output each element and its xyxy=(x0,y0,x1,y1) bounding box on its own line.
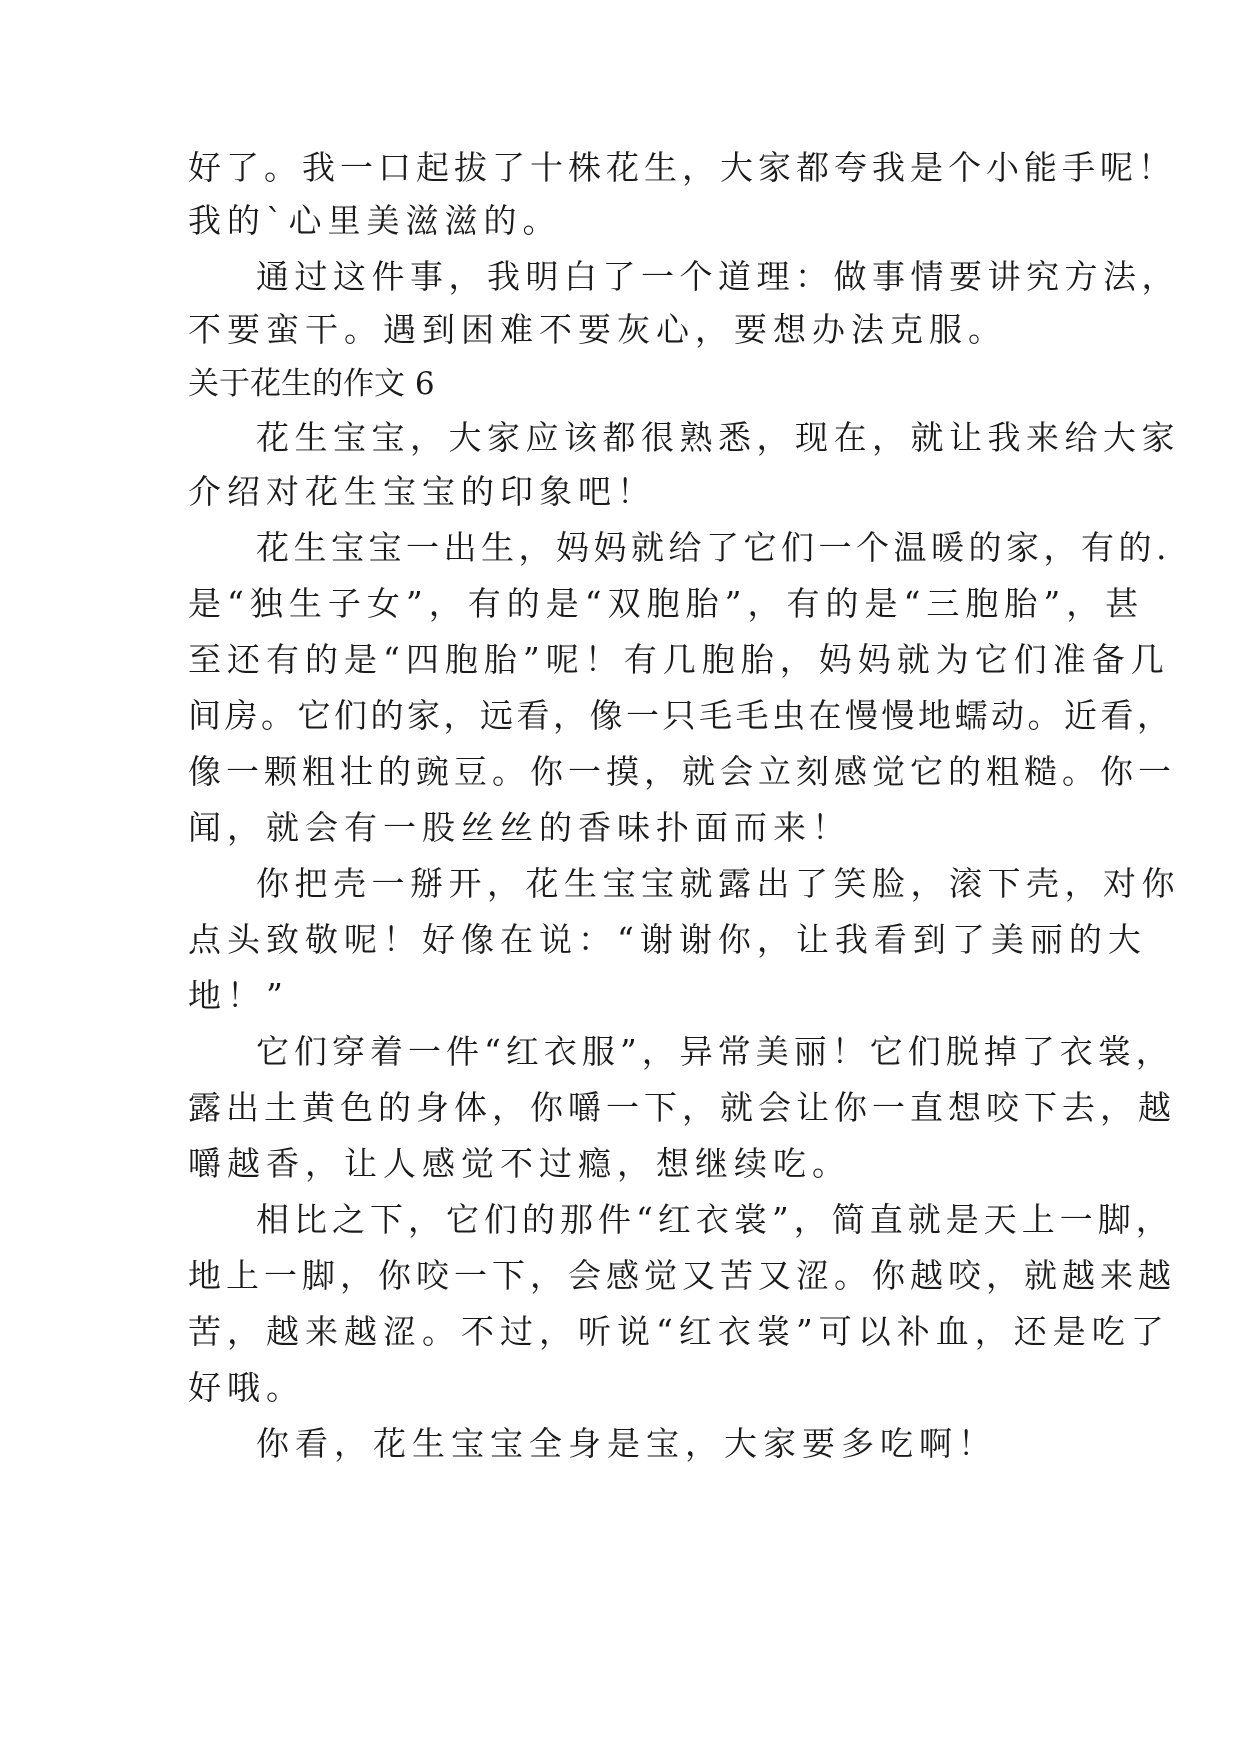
text-line: 像一颗粗壮的豌豆。你一摸，就会立刻感觉它的粗糙。你一 xyxy=(188,752,1176,791)
text-line: 闻，就会有一股丝丝的香味扑面而来！ xyxy=(188,808,851,847)
text-line: 介绍对花生宝宝的印象吧！ xyxy=(188,472,656,511)
text-line: 露出土黄色的身体，你嚼一下，就会让你一直想咬下去，越 xyxy=(188,1088,1176,1127)
text-line: 间房。它们的家，远看，像一只毛毛虫在慢慢地蠕动。近看， xyxy=(188,696,1174,735)
text-line: 至还有的是“四胞胎”呢！有几胞胎，妈妈就为它们准备几 xyxy=(188,640,1170,679)
text-line: 我的`心里美滋滋的。 xyxy=(188,201,562,240)
text-line: 点头致敬呢！好像在说：“谢谢你，让我看到了美丽的大 xyxy=(188,920,1147,959)
text-line: 苦，越来越涩。不过，听说“红衣裳”可以补血，还是吃了 xyxy=(188,1312,1170,1351)
paragraph-start: 相比之下，它们的那件“红衣裳”，简直就是天上一脚， xyxy=(256,1200,1174,1239)
paragraph-start: 通过这件事，我明白了一个道理：做事情要讲究方法， xyxy=(256,257,1180,296)
text-line: 好哦。 xyxy=(188,1368,305,1407)
paragraph-start: 你把壳一掰开，花生宝宝就露出了笑脸，滚下壳，对你 xyxy=(256,864,1180,903)
text-line: 不要蛮干。遇到困难不要灰心，要想办法克服。 xyxy=(188,310,1007,349)
paragraph-start: 它们穿着一件“红衣服”，异常美丽！它们脱掉了衣裳， xyxy=(256,1032,1174,1071)
text-line: 嚼越香，让人感觉不过瘾，想继续吃。 xyxy=(188,1144,851,1183)
paragraph-start: 花生宝宝一出生，妈妈就给了它们一个温暖的家，有的. xyxy=(256,528,1171,567)
paragraph-start: 你看，花生宝宝全身是宝，大家要多吃啊！ xyxy=(256,1424,997,1463)
section-heading: 关于花生的作文 6 xyxy=(188,366,435,402)
paragraph-start: 花生宝宝，大家应该都很熟悉，现在，就让我来给大家 xyxy=(256,418,1180,457)
text-line: 是“独生子女”，有的是“双胞胎”，有的是“三胞胎”，甚 xyxy=(188,584,1145,623)
text-line: 地！” xyxy=(188,976,289,1015)
text-line: 地上一脚，你咬一下，会感觉又苦又涩。你越咬，就越来越 xyxy=(188,1256,1176,1295)
text-line: 好了。我一口起拔了十株花生，大家都夸我是个小能手呢！ xyxy=(188,148,1176,187)
